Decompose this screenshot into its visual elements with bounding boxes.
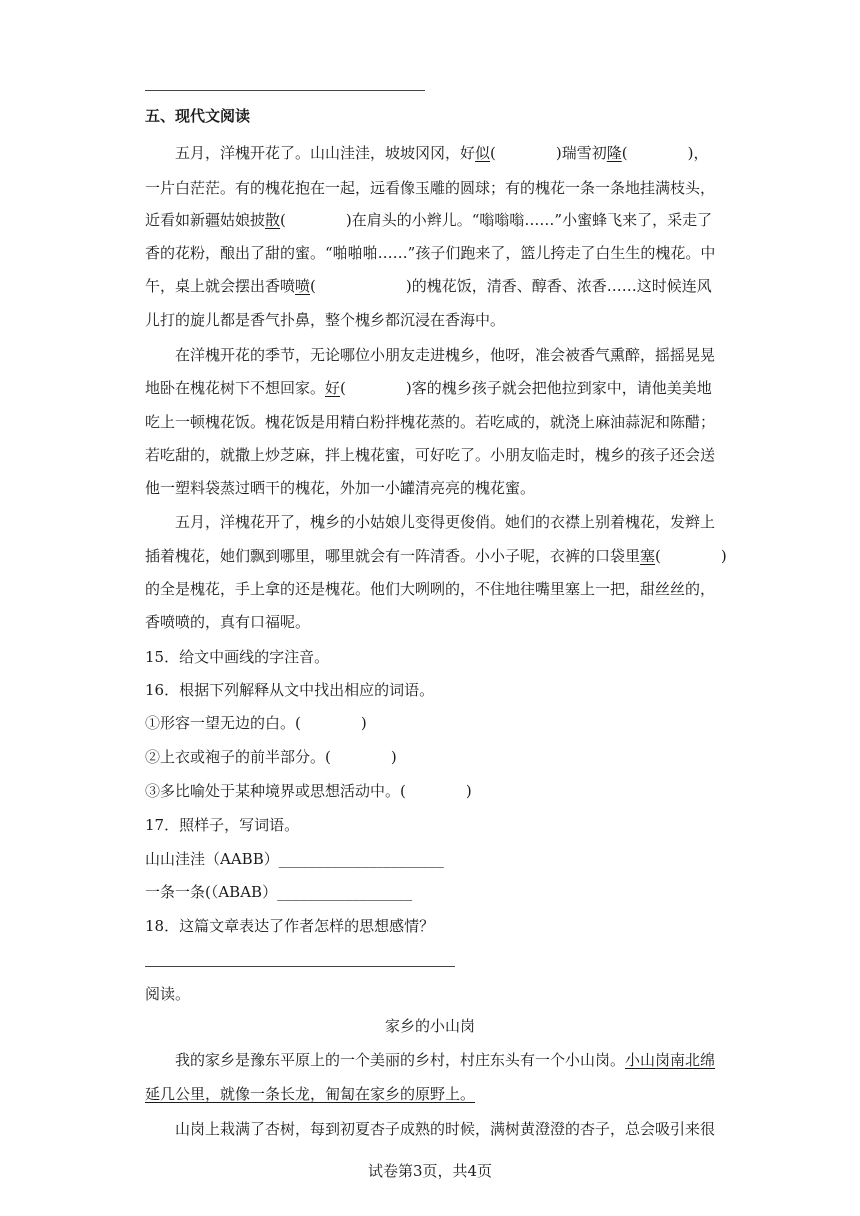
- page-footer: 试卷第3页，共4页: [367, 1162, 493, 1180]
- passage2-p2-line1: 山岗上栽满了杏树，每到初夏杏子成熟的时候，满树黄澄澄的杏子，总会吸引来很: [175, 1120, 716, 1138]
- passage2-title: 家乡的小山岗: [384, 1017, 475, 1035]
- answer-line-18: [145, 966, 455, 967]
- passage2-p1-line1: 我的家乡是豫东平原上的一个美丽的乡村，村庄东头有一个小山岗。小山岗南北绵: [175, 1051, 716, 1069]
- passage1-p1-line5: 午，桌上就会摆出香喷喷( )的槐花饭，清香、醇香、浓香……这时候连风: [145, 277, 712, 295]
- section-title: 五、现代文阅读: [145, 107, 251, 125]
- passage1-p1-line2: 一片白茫茫。有的槐花抱在一起，远看像玉雕的圆球；有的槐花一条一条地挂满枝头，: [145, 179, 716, 197]
- question-16-item-1: ①形容一望无边的白。( ): [145, 714, 367, 732]
- passage1-p2-line1: 在洋槐开花的季节，无论哪位小朋友走进槐乡，他呀，准会被香气熏醉，摇摇晃晃: [175, 346, 716, 364]
- passage1-p1-line1: 五月，洋槐开花了。山山洼洼，坡坡冈冈，好似( )瑞雪初隆( )，: [175, 144, 709, 162]
- top-divider: [145, 90, 425, 91]
- passage2-p1-line2: 延几公里，就像一条长龙，匍匐在家乡的原野上。: [145, 1085, 476, 1103]
- question-18: 18．这篇文章表达了作者怎样的思想感情？: [145, 917, 435, 935]
- question-17-item-2: 一条一条(（ABAB）__________________: [145, 883, 413, 901]
- reading-label: 阅读。: [145, 985, 191, 1003]
- passage1-p3-line3: 的全是槐花，手上拿的还是槐花。他们大咧咧的，不住地往嘴里塞上一把，甜丝丝的，: [145, 580, 716, 598]
- question-16: 16．根据下列解释从文中找出相应的词语。: [145, 681, 435, 699]
- question-15: 15．给文中画线的字注音。: [145, 648, 330, 666]
- passage1-p1-line3: 近看如新疆姑娘披散( )在肩头的小辫儿。“嗡嗡嗡……”小蜜蜂飞来了，采走了: [145, 211, 713, 229]
- passage1-p2-line2: 地卧在槐花树下不想回家。好( )客的槐乡孩子就会把他拉到家中，请他美美地: [145, 379, 712, 397]
- passage1-p3-line4: 香喷喷的，真有口福呢。: [145, 613, 311, 631]
- question-16-item-2: ②上衣或袍子的前半部分。( ): [145, 748, 397, 766]
- passage1-p1-line6: 儿打的旋儿都是香气扑鼻，整个槐乡都沉浸在香海中。: [145, 311, 506, 329]
- question-17: 17．照样子，写词语。: [145, 816, 300, 834]
- question-16-item-3: ③多比喻处于某种境界或思想活动中。( ): [145, 782, 472, 800]
- question-17-item-1: 山山洼洼（AABB）______________________: [145, 850, 444, 868]
- passage1-p1-line4: 香的花粉，酿出了甜的蜜。“啪啪啪……”孩子们跑来了，篮儿挎走了白生生的槐花。中: [145, 244, 716, 262]
- passage1-p3-line1: 五月，洋槐花开了，槐乡的小姑娘儿变得更俊俏。她们的衣襟上别着槐花，发辫上: [175, 513, 716, 531]
- passage1-p2-line3: 吃上一顿槐花饭。槐花饭是用精白粉拌槐花蒸的。若吃咸的，就浇上麻油蒜泥和陈醋；: [145, 413, 716, 431]
- passage1-p2-line5: 他一塑料袋蒸过晒干的槐花，外加一小罐清亮亮的槐花蜜。: [145, 479, 536, 497]
- passage1-p2-line4: 若吃甜的，就撒上炒芝麻，拌上槐花蜜，可好吃了。小朋友临走时，槐乡的孩子还会送: [145, 446, 716, 464]
- passage1-p3-line2: 插着槐花，她们飘到哪里，哪里就会有一阵清香。小小子呢，衣裤的口袋里塞( ): [145, 547, 727, 565]
